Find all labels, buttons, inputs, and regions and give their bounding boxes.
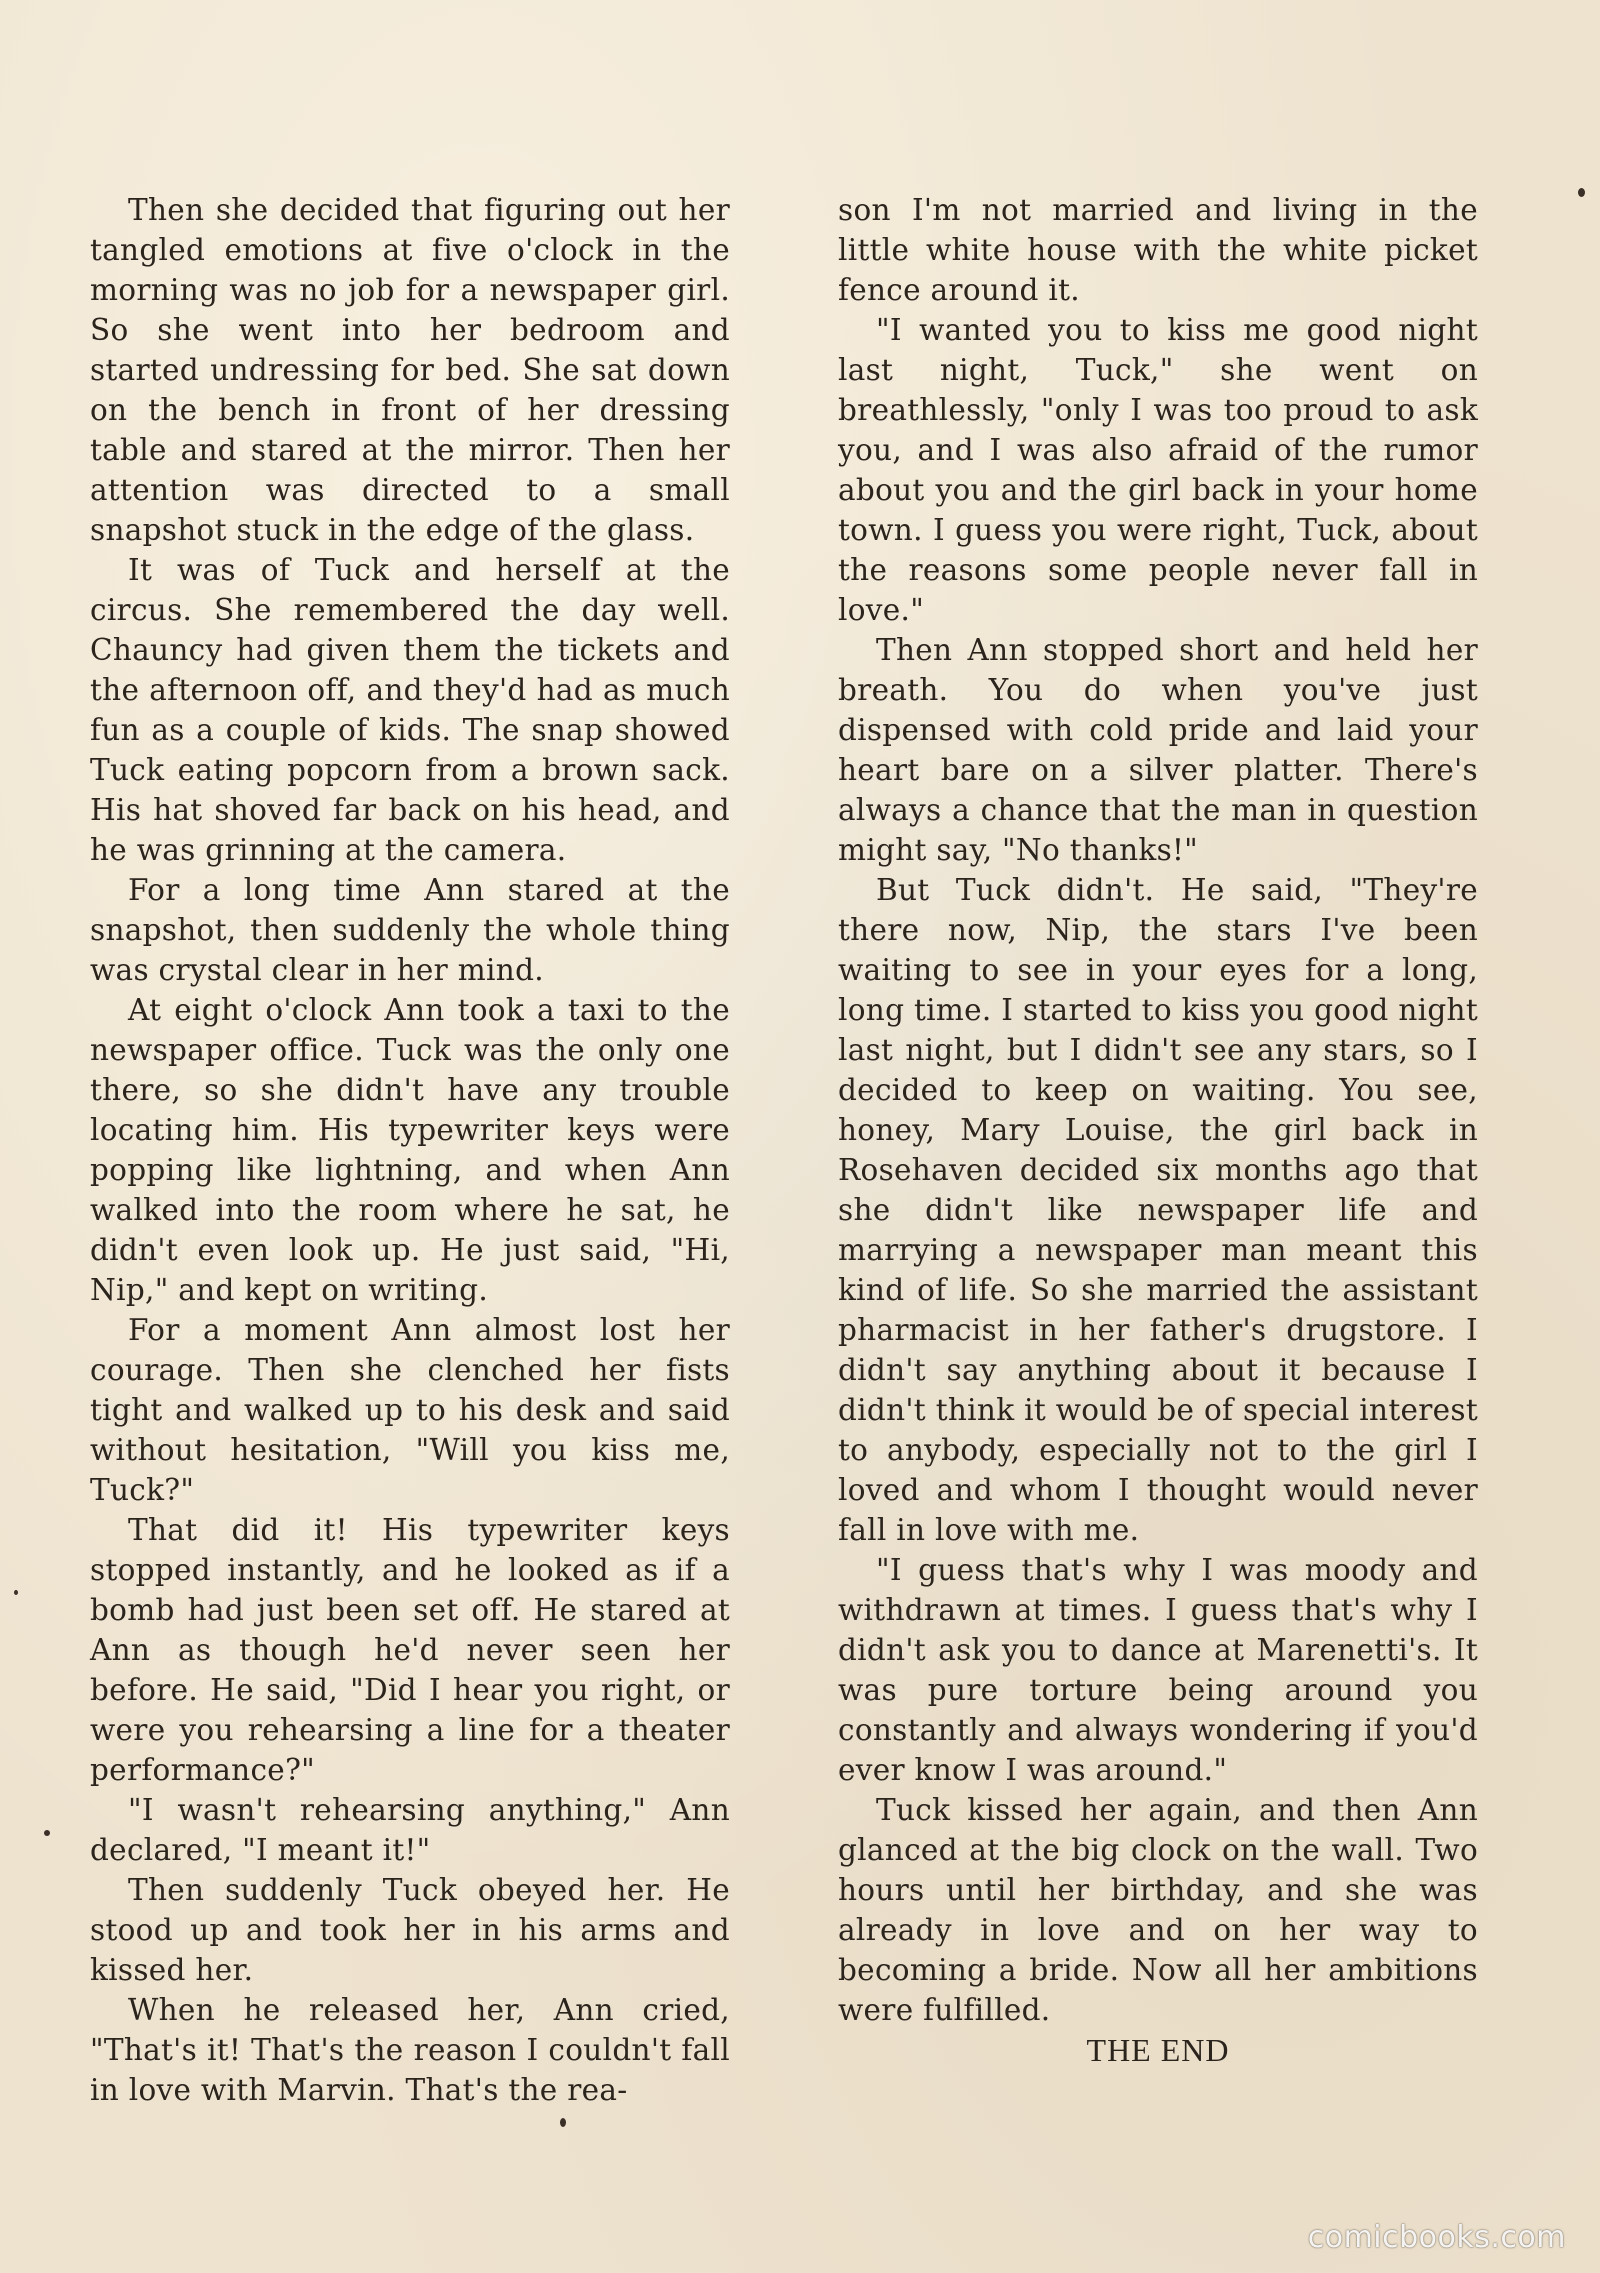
paragraph: Then suddenly Tuck obeyed her. He stood up and took her in his arms and kissed her. (90, 1873, 730, 1987)
paragraph: Tuck kissed her again, and then Ann glanced at the big clock on the wall. Two hours until her birthday, and she was already in love and on her way to becoming a bride. Now all her ambitions were fulfilled. (838, 1793, 1478, 2027)
ink-speck (1578, 188, 1585, 197)
paragraph: That did it! His typewriter keys stopped instantly, and he looked as if a bomb had just been set off. He stared at Ann as though he'd never seen her before. He said, "Did I hear you right, or were you rehearsing a line for a theater performance?" (90, 1513, 730, 1787)
paragraph: "I wanted you to kiss me good night last night, Tuck," she went on breathlessly, "only I was too proud to ask you, and I was also afraid of the rumor about you and the girl back in your home town. I guess you were right, Tuck, about the reasons some people never fall in love." (838, 313, 1478, 627)
left-column (90, 190, 730, 2110)
ink-speck (14, 1590, 18, 1595)
paragraph: For a long time Ann stared at the snapshot, then suddenly the whole thing was crystal clear in her mind. (90, 873, 730, 987)
paragraph: It was of Tuck and herself at the circus. She remembered the day well. Chauncy had given them the tickets and the afternoon off, and they'd had as much fun as a couple of kids. The snap showed Tuck eating popcorn from a brown sack. His hat shoved far back on his head, and he was grinning at the camera. (90, 553, 730, 867)
ink-speck (44, 1830, 50, 1836)
watermark: comicbooks.com (1307, 2220, 1566, 2255)
paragraph: But Tuck didn't. He said, "They're there now, Nip, the stars I've been waiting to see in your eyes for a long, long time. I started to kiss you good night last night, but I didn't see any stars, so I decided to keep on waiting. You see, honey, Mary Louise, the girl back in Rosehaven decided six months ago that she didn't like newspaper life and marrying a newspaper man meant this kind of life. So she married the assistant pharmacist in her father's drugstore. I didn't say anything about it because I didn't think it would be of special interest to anybody, especially not to the girl I loved and whom I thought would never fall in love with me. (838, 873, 1478, 1547)
paragraph: "I guess that's why I was moody and withdrawn at times. I guess that's why I didn't ask you to dance at Marenetti's. It was pure torture being around you constantly and always wondering if you'd ever know I was around." (838, 1553, 1478, 1787)
paragraph: For a moment Ann almost lost her courage. Then she clenched her fists tight and walked up to his desk and said without hesitation, "Will you kiss me, Tuck?" (90, 1313, 730, 1507)
ink-speck (560, 2118, 566, 2127)
paragraph: At eight o'clock Ann took a taxi to the newspaper office. Tuck was the only one there, so she didn't have any trouble locating him. His typewriter keys were popping like lightning, and when Ann walked into the room where he sat, he didn't even look up. He just said, "Hi, Nip," and kept on writing. (90, 993, 730, 1307)
paragraph-continuation: son I'm not married and living in the little white house with the white picket fence around it. (838, 193, 1478, 307)
paragraph: Then Ann stopped short and held her breath. You do when you've just dispensed with cold pride and laid your heart bare on a silver platter. There's always a chance that the man in question might say, "No thanks!" (838, 633, 1478, 867)
the-end-label: THE END (1086, 2032, 1230, 2068)
paragraph: When he released her, Ann cried, "That's it! That's the reason I couldn't fall in love with Marvin. That's the rea- (90, 1993, 730, 2107)
paragraph: Then she decided that figuring out her tangled emotions at five o'clock in the morning was no job for a newspaper girl. So she went into her bedroom and started undressing for bed. She sat down on the bench in front of her dressing table and stared at the mirror. Then her attention was directed to a small snapshot stuck in the edge of the glass. (90, 193, 730, 547)
right-column (838, 190, 1478, 2070)
paragraph: "I wasn't rehearsing anything," Ann declared, "I meant it!" (90, 1793, 730, 1867)
